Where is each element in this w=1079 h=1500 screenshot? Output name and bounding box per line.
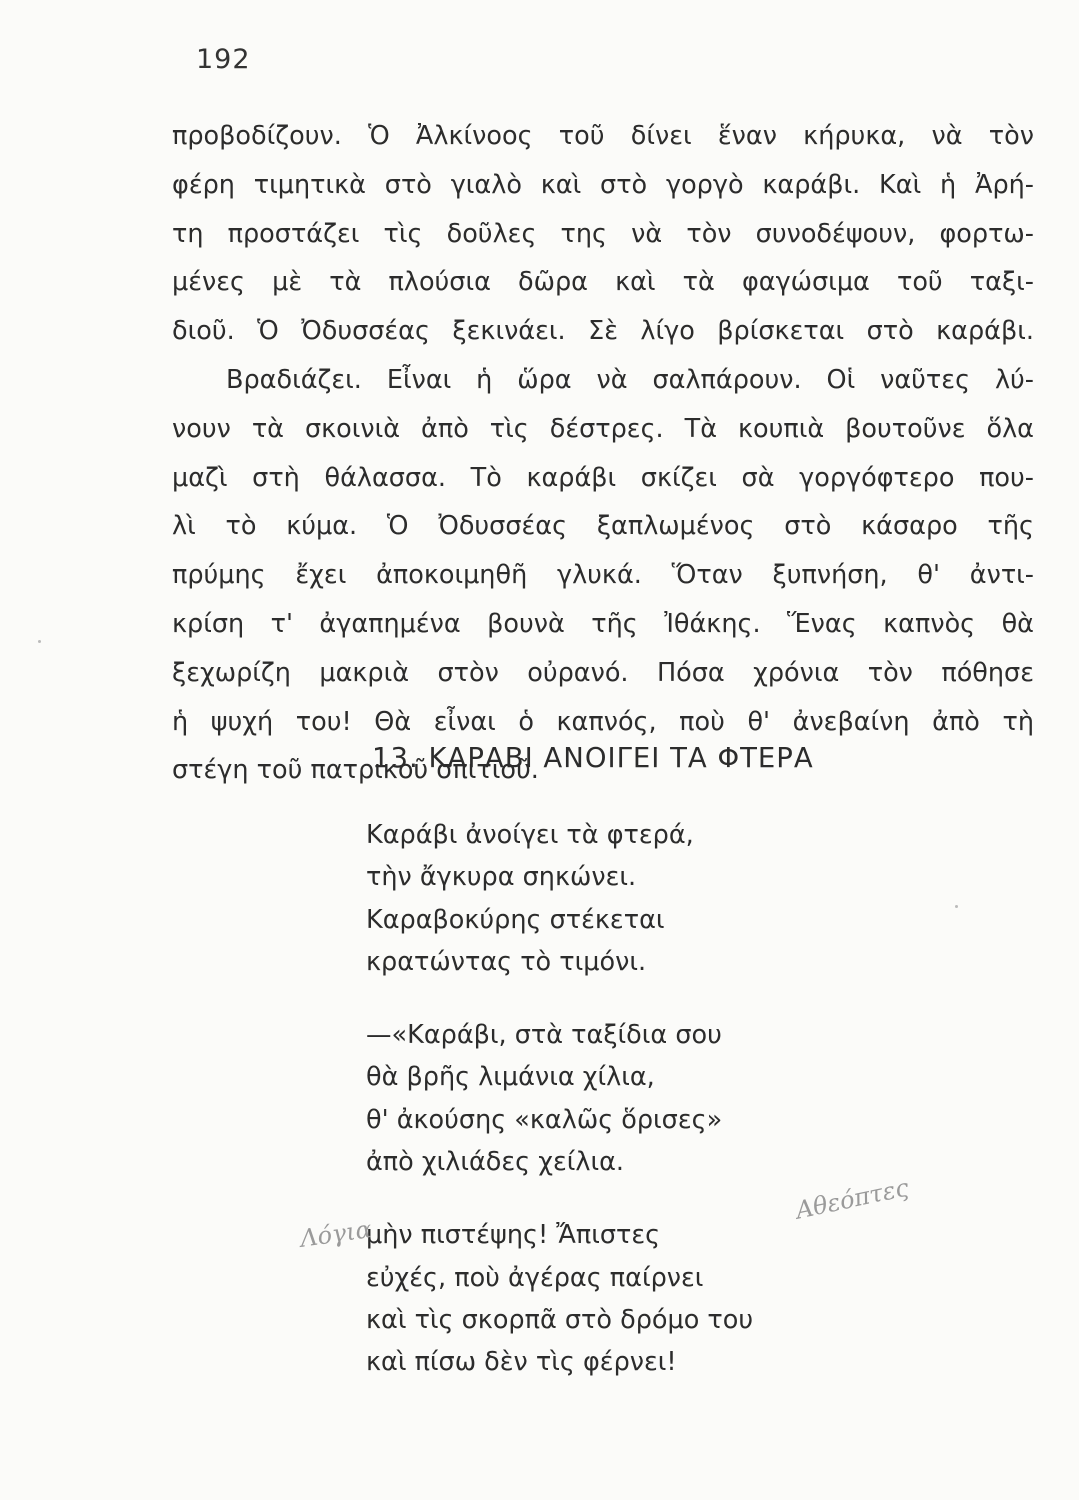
paragraph [172, 112, 1034, 795]
poem-stanza [366, 814, 886, 983]
prose-line: ξεχωρίζη μακριὰ στὸν οὐρανό. Πόσα χρόνια τὸν πόθησε [172, 657, 1034, 688]
poem-verse: θὰ βρῆς λιμάνια χίλια, [366, 1062, 655, 1093]
page-number: 192 [196, 44, 251, 75]
paper-speck [955, 905, 958, 908]
prose-line: φέρη τιμητικὰ στὸ γιαλὸ καὶ στὸ γοργὸ καράβι. Καὶ ἡ Ἀρή- [172, 169, 1034, 200]
poem-verse: —«Καράβι, στὰ ταξίδια σου [366, 1020, 722, 1051]
prose-line: μένες μὲ τὰ πλούσια δῶρα καὶ τὰ φαγώσιμα τοῦ ταξι- [172, 267, 1034, 298]
poem-stanza [366, 1014, 886, 1183]
prose-line: Βραδιάζει. Εἶναι ἡ ὥρα νὰ σαλπάρουν. Οἱ ναῦτες λύ- [226, 364, 1034, 395]
prose-line: διοῦ. Ὁ Ὀδυσσέας ξεκινάει. Σὲ λίγο βρίσκεται στὸ καράβι. [172, 316, 1034, 347]
poem-verse: κρατώντας τὸ τιμόνι. [366, 946, 647, 977]
prose-line: κρίση τ' ἀγαπημένα βουνὰ τῆς Ἰθάκης. Ἕνας καπνὸς θὰ [172, 608, 1034, 639]
prose-line: λὶ τὸ κύμα. Ὁ Ὀδυσσέας ξαπλωμένος στὸ κάσαρο τῆς [172, 511, 1034, 542]
poem-verse: Καράβι ἀνοίγει τὰ φτερά, [366, 820, 694, 850]
handwritten-note-right: Αθεόπτες [793, 1173, 912, 1225]
prose-line: τη προστάζει τὶς δοῦλες της νὰ τὸν συνοδέψουν, φορτω- [172, 218, 1034, 249]
prose-line: ἡ ψυχή του! Θὰ εἶναι ὁ καπνός, ποὺ θ' ἀνεβαίνη ἀπὸ τὴ [172, 706, 1034, 737]
prose-line: νουν τὰ σκοινιὰ ἀπὸ τὶς δέστρες. Τὰ κουπιὰ βουτοῦνε ὅλα [172, 413, 1034, 444]
poem-verse: ἀπὸ χιλιάδες χείλια. [366, 1147, 624, 1178]
poem [366, 814, 886, 1415]
prose-paragraphs [172, 112, 1034, 795]
poem-stanza [366, 1214, 886, 1383]
poem-verse: θ' ἀκούσης «καλῶς ὅρισες» [366, 1104, 723, 1135]
handwritten-note-left: Λόγια [298, 1215, 374, 1253]
prose-line: προβοδίζουν. Ὁ Ἀλκίνοος τοῦ δίνει ἕναν κήρυκα, νὰ τὸν [172, 121, 1034, 151]
section-title: 13. ΚΑΡΑΒΙ ΑΝΟΙΓΕΙ ΤΑ ΦΤΕΡΑ [372, 742, 814, 774]
poem-verse: καὶ πίσω δὲν τὶς φέρνει! [366, 1347, 677, 1378]
prose-line: πρύμης ἔχει ἀποκοιμηθῆ γλυκά. Ὅταν ξυπνήση, θ' ἀντι- [172, 560, 1034, 591]
poem-verse: μὴν πιστέψης! Ἄπιστες [366, 1220, 661, 1251]
prose-line: στέγη τοῦ πατρικοῦ σπιτιοῦ. [172, 755, 539, 786]
poem-verse: Καραβοκύρης στέκεται [366, 904, 665, 935]
prose-line: μαζὶ στὴ θάλασσα. Τὸ καράβι σκίζει σὰ γοργόφτερο που- [172, 462, 1034, 493]
poem-verse: τὴν ἄγκυρα σηκώνει. [366, 862, 637, 893]
paper-speck [38, 640, 41, 643]
poem-verse: εὐχές, ποὺ ἀγέρας παίρνει [366, 1262, 704, 1293]
poem-verse: καὶ τὶς σκορπᾶ στὸ δρόμο του [366, 1304, 754, 1335]
